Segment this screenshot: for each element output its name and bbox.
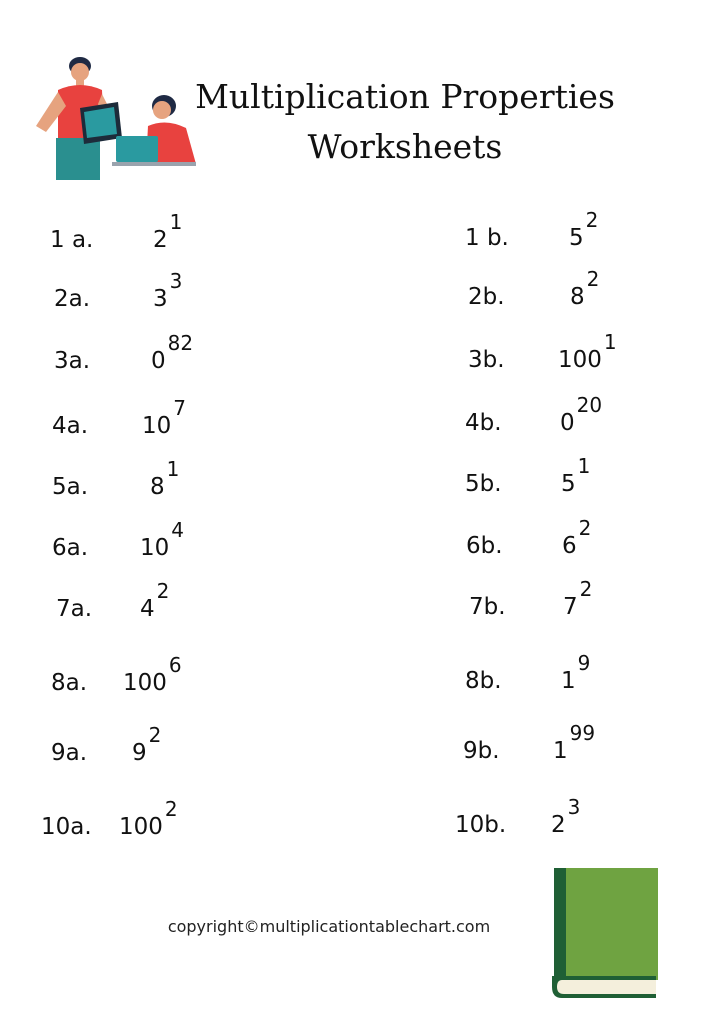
power-expression [570,267,600,310]
power-expression [153,210,183,253]
power-exponent: 1 [577,454,591,478]
problem-label: 10b. [455,812,507,838]
power-base: 7 [563,594,578,620]
power-base: 4 [140,596,155,622]
power-base: 9 [132,740,147,766]
power-base: 1 [561,668,576,694]
power-expression [561,651,591,694]
power-exponent: 82 [167,331,194,355]
power-base: 8 [150,474,165,500]
power-base: 100 [119,814,163,840]
problem-label: 3a. [54,348,91,374]
power-expression [562,516,592,559]
power-exponent: 20 [576,393,603,417]
power-expression [140,579,170,622]
problem-label: 2b. [468,284,505,310]
power-expression [140,518,185,561]
power-base: 5 [569,225,584,251]
problem-label: 4a. [52,413,89,439]
problem-label: 2a. [54,286,91,312]
problem-label: 1 a. [50,227,94,253]
power-expression [150,457,180,500]
power-exponent: 2 [148,723,162,747]
power-expression [132,723,162,766]
problem-label: 3b. [468,347,505,373]
power-expression [123,653,182,696]
power-exponent: 2 [579,577,593,601]
power-expression [151,331,194,374]
power-base: 0 [560,410,575,436]
power-base: 1 [553,738,568,764]
power-exponent: 6 [168,653,182,677]
power-exponent: 2 [585,208,599,232]
problem-label: 7b. [469,594,506,620]
problem-label: 5a. [52,474,89,500]
power-exponent: 3 [169,269,183,293]
power-exponent: 2 [164,797,178,821]
problem-label: 10a. [41,814,92,840]
copyright-notice: copyright©multiplicationtablechart.com [167,917,491,936]
page-title [160,72,650,172]
power-exponent: 2 [578,516,592,540]
power-base: 2 [551,812,566,838]
power-expression [558,330,617,373]
problem-label: 8a. [51,670,88,696]
power-expression [569,208,599,251]
power-expression [561,454,591,497]
power-base: 100 [558,347,602,373]
power-expression [119,797,178,840]
power-exponent: 99 [569,721,596,745]
problem-label: 9a. [51,740,88,766]
power-expression [551,795,581,838]
power-exponent: 1 [169,210,183,234]
problem-label: 8b. [465,668,502,694]
power-exponent: 1 [166,457,180,481]
power-base: 3 [153,286,168,312]
problem-label: 6b. [466,533,503,559]
power-exponent: 9 [577,651,591,675]
power-exponent: 2 [586,267,600,291]
power-exponent: 4 [171,518,185,542]
power-expression [563,577,593,620]
power-expression [142,396,187,439]
power-expression [560,393,603,436]
power-exponent: 7 [173,396,187,420]
problem-label: 4b. [465,410,502,436]
title-line-2: Worksheets [307,127,503,166]
problem-label: 9b. [463,738,500,764]
power-base: 100 [123,670,167,696]
problem-label: 5b. [465,471,502,497]
power-base: 5 [561,471,576,497]
power-base: 0 [151,348,166,374]
power-expression [153,269,183,312]
power-base: 10 [142,413,172,439]
power-exponent: 1 [603,330,617,354]
problem-label: 7a. [56,596,93,622]
power-expression [553,721,596,764]
power-base: 2 [153,227,168,253]
power-base: 10 [140,535,170,561]
power-exponent: 3 [567,795,581,819]
power-base: 6 [562,533,577,559]
problem-label: 1 b. [465,225,509,251]
title-line-1: Multiplication Properties [195,77,615,116]
problem-label: 6a. [52,535,89,561]
book-icon [548,868,658,1002]
power-exponent: 2 [156,579,170,603]
power-base: 8 [570,284,585,310]
